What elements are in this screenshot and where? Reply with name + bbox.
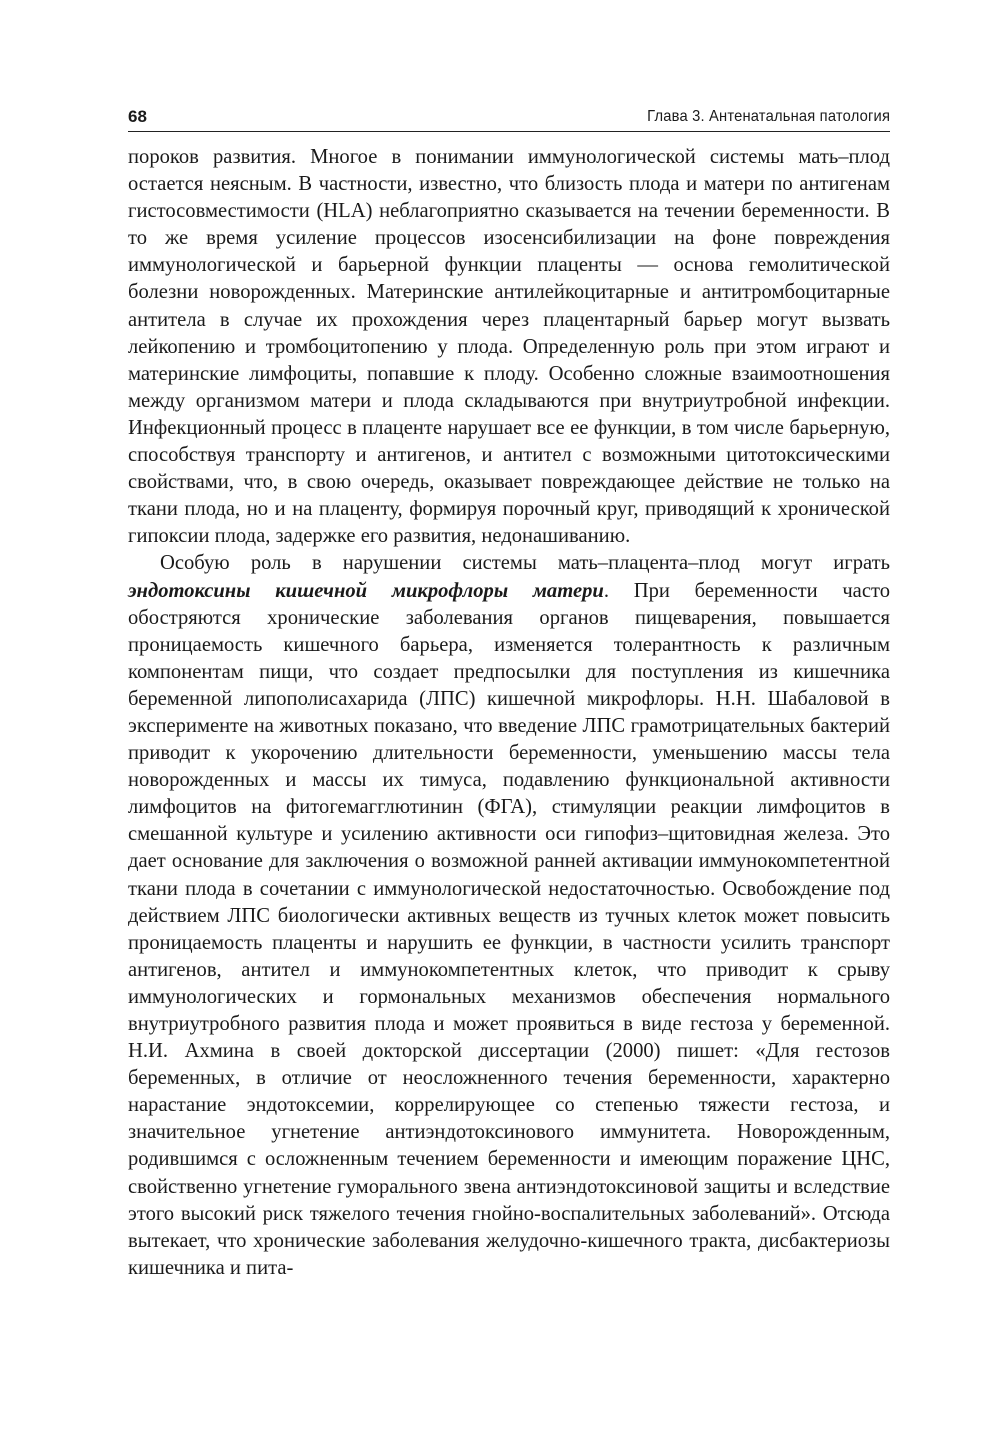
- chapter-title: Глава 3. Антенатальная патология: [647, 108, 890, 125]
- paragraph-2-rest: . При беременности часто обостряются хронические заболевания органов пищеварения, повышается проницаемость кишечного барьера, изменяется толерантность к различным компонентам пищи, что создает предпосылки для поступления из кишечника беременной липополисахарида (ЛПС) кишечной микрофлоры. Н.Н. Шабаловой в эксперименте на животных показано, что введение ЛПС грамотрицательных бактерий приводит к укорочению длительности беременности, уменьшению массы тела новорожденных и массы их тимуса, подавлению функциональной активности лимфоцитов на фитогемагглютинин (ФГА), стимуляции реакции лимфоцитов в смешанной культуре и усилению активности оси гипофиз–щитовидная железа. Это дает основание для заключения о возможной ранней активации иммунокомпетентной ткани плода в сочетании с иммунологической недостаточностью. Освобождение под действием ЛПС биологически активных веществ из тучных клеток может повысить проницаемость плаценты и нарушить ее функции, в частности усилить транспорт антигенов, антител и иммунокомпетентных клеток, что приводит к срыву иммунологических и гормональных механизмов обеспечения нормального внутриутробного развития плода и может проявиться в виде гестоза у беременной. Н.И. Ахмина в своей докторской диссертации (2000) пишет: «Для гестозов беременных, в отличие от неосложненного течения беременности, характерно нарастание эндотоксемии, коррелирующее со степенью тяжести гестоза, и значительное угнетение антиэндотоксинового иммунитета. Новорожденным, родившимся с осложненным течением беременности и имеющим поражение ЦНС, свойственно угнетение гуморального звена антиэндотоксиновой защиты и вследствие этого высокий риск тяжелого течения гнойно-воспалительных заболеваний». Отсюда вытекает, что хронические заболевания желудочно-кишечного тракта, дисбактериозы кишечника и пита-: [128, 579, 890, 1279]
- paragraph-2: [128, 550, 890, 1282]
- paragraph-2-lead: Особую роль в нарушении системы мать–плацента–плод могут играть: [160, 552, 890, 575]
- running-header: [128, 104, 890, 132]
- body-text: [128, 144, 890, 1282]
- page-number: 68: [128, 107, 147, 126]
- emphasized-term: эндотоксины кишечной микрофлоры матери: [128, 579, 604, 602]
- paragraph-1: пороков развития. Многое в понимании иммунологической системы мать–плод остается неясным. В частности, известно, что близость плода и матери по антигенам гистосовместимости (HLA) неблагоприятно сказывается на течении беременности. В то же время усиление процессов изосенсибилизации на фоне повреждения иммунологической и барьерной функции плаценты — основа гемолитической болезни новорожденных. Материнские антилейкоцитарные и антитромбоцитарные антитела в случае их прохождения через плацентарный барьер могут вызвать лейкопению и тромбоцитопению у плода. Определенную роль при этом играют и материнские лимфоциты, попавшие к плоду. Особенно сложные взаимоотношения между организмом матери и плода складываются при внутриутробной инфекции. Инфекционный процесс в плаценте нарушает все ее функции, в том числе барьерную, способствуя транспорту и антигенов, и антител с возможными цитотоксическими свойствами, что, в свою очередь, оказывает повреждающее действие не только на ткани плода, но и на плаценту, формируя порочный круг, приводящий к хронической гипоксии плода, задержке его развития, недонашиванию.: [128, 146, 890, 548]
